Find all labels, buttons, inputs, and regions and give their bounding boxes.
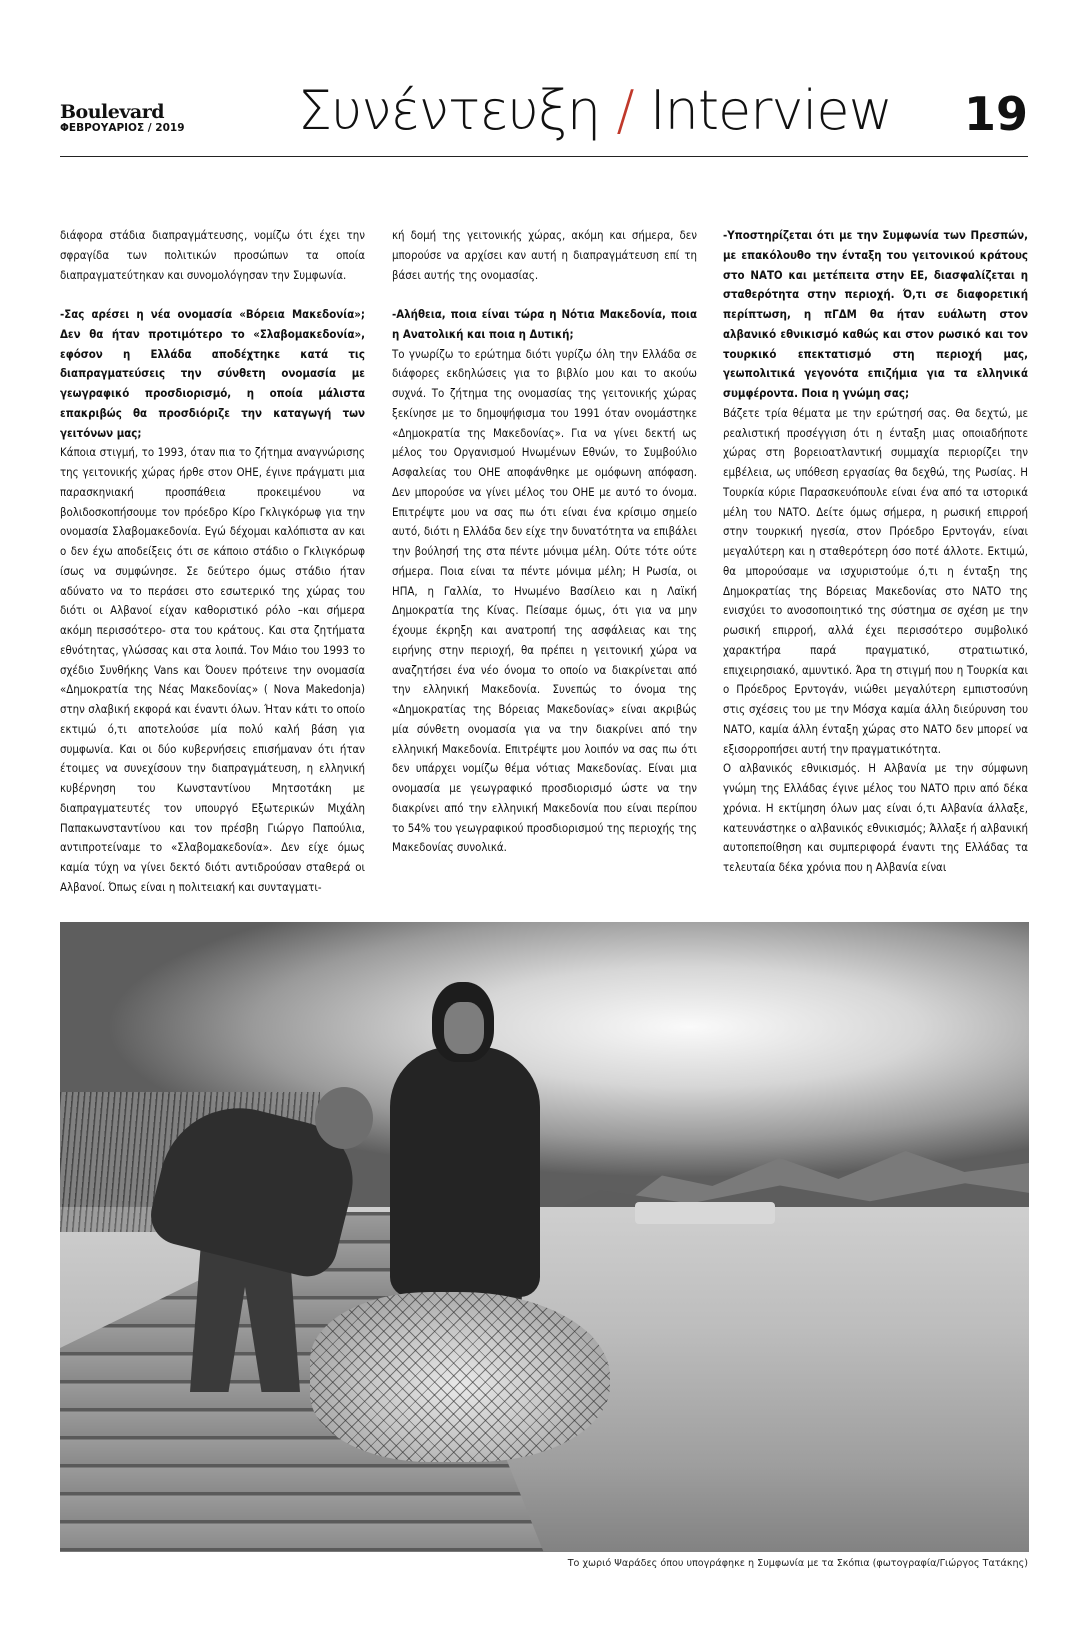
photo-distant-boat (635, 1202, 775, 1224)
header-divider (60, 156, 1028, 157)
body-paragraph: Το γνωρίζω το ερώτημα διότι γυρίζω όλη την Ελλάδα σε διάφορες εκδηλώσεις για το βιβλίο μου και το ακούω συχνά. Το ζήτημα της ονομασίας της γειτονικής χώρας ξεκίνησε με το δημοψήφισμα του 1991 όταν ονομάστηκε «Δημοκρατία της Μακεδονίας». Για να γίνει δεκτή ως μέλος του Οργανισμού Ηνωμένων Εθνών, το Συμβούλιο Ασφαλείας του ΟΗΕ αποφάνθηκε με ομόφωνη απόφαση. Δεν μπορούσε να γίνει μέλος του ΟΗΕ με αυτό το όνομα. Επιτρέψτε μου να σας πω ότι είναι ένα κρίσιμο σημείο αυτό, διότι η Ελλάδα δεν είχε την δυνατότητα να επιβάλει την βούλησή της στα πέντε μόνιμα μέλη. Ούτε τότε ούτε σήμερα. Ποια είναι τα πέντε μόνιμα μέλη; Η Ρωσία, οι ΗΠΑ, η Γαλλία, το Ηνωμένο Βασίλειο και η Λαϊκή Δημοκρατία της Κίνας. Πείσαμε όμως, ότι για να μην έχουμε έκρηξη και ανατροπή της ασφάλειας και της ειρήνης στην περιοχή, θα πρέπει η γειτονική χώρα να αναζητήσει ένα νέο όνομα το οποίο να διακρίνεται από την ελληνική Μακεδονία. Συνεπώς το όνομα της «Δημοκρατίας της Βόρειας Μακεδονίας» είναι ακριβώς μία σύνθετη ονομασία για να την διακρίνει από την ελληνική Μακεδονία. Επιτρέψτε μου λοιπόν να σας πω ότι δεν υπάρχει νομίζω θέμα νότιας Μακεδονίας. Είναι μια ονομασία με γεωγραφικό προσδιορισμό ώστε να την διακρίνει από την ελληνική Μακεδονία που είναι περίπου το 54% του γεωγραφικού προσδιορισμού της περιοχής της Μακεδονίας συνολικά. (392, 346, 697, 855)
photo-caption: Το χωριό Ψαράδες όπου υπογράφηκε η Συμφωνία με τα Σκόπια (φωτογραφία/Γιώργος Τατάκης) (567, 1558, 1028, 1569)
body-paragraph: κή δομή της γειτονικής χώρας, ακόμη και σήμερα, δεν μπορούσε να αρχίσει καν αυτή η διαπραγμάτευση επί τη βάσει αυτής της ονομασίας. (392, 228, 697, 282)
page-number: 19 (963, 87, 1028, 141)
photo-fisherman-2-face (444, 1002, 484, 1054)
interview-question: -Σας αρέσει η νέα ονομασία «Βόρεια Μακεδονία»; Δεν θα ήταν προτιμότερο το «Σλαβομακεδονία», εφόσον η Ελλάδα αποδέχτηκε κατά τις διαπραγματεύσεις την σύνθετη ονομασία με γεωγραφικό προσδιορισμό, η οποία μάλιστα επακριβώς θα προσδιόριζε την καταγωγή των γειτόνων μας; (60, 307, 365, 440)
photo-fisherman-2-body (390, 1047, 540, 1297)
article-body (60, 226, 1028, 894)
section-separator: / (616, 79, 634, 142)
body-paragraph: Κάποια στιγμή, το 1993, όταν πια το ζήτημα αναγνώρισης της γειτονικής χώρας ήρθε στον ΟΗΕ, έγινε πράγματι μια παρασκηνιακή προσπάθεια προκειμένου να βολιδοσκοπήσουμε τον πρόεδρο Κίρο Γκλιγκόρωφ για την ονομασία Σλαβομακεδονία. Εγώ δέχομαι καλόπιστα αν και ο δεν έχω αποδείξεις ότι σε κάποιο στάδιο ο Γκλιγκόρωφ ίσως να συμφώνησε. Σε δεύτερο όμως στάδιο ήταν αδύνατο να το περάσει στο εσωτερικό της χώρας του διότι οι Αλβανοί είχαν καθοριστικό ρόλο –και σήμερα ακόμη περισσότερο- στα του κράτους. Και στα ζητήματα εθνότητας, γλώσσας και στα λοιπά. Τον Μάιο του 1993 το σχέδιο Συνθήκης Vans και Όουεν πρότεινε την ονομασία «Δημοκρατία της Νέας Μακεδονίας» ( Nova Makedonja) στην σλαβική εκφορά και έναντι όλων. Ήταν κάτι το οποίο εκτιμώ ό,τι αποτελούσε μία πολύ καλή βάση για συμφωνία. Και οι δύο κυβερνήσεις επισήμαναν ότι ήταν έτοιμες να συνεχίσουν την διαπραγμάτευση, η ελληνική κυβέρνηση του Κωνσταντίνου Μητσοτάκη με διαπραγματευτές τον υπουργό Εξωτερικών Μιχάλη Παπακωνσταντίνου και τον πρέσβη Γιώργο Παπούλια, αντιπροτείναμε το «Σλαβομακεδονία». Δεν είχε όμως καμία τύχη να γίνει δεκτό διότι αντιδρούσαν σταθερά οι Αλβανοί. Όπως είναι η πολιτειακή και συνταγματι- (60, 445, 365, 894)
interview-question: -Αλήθεια, ποια είναι τώρα η Νότια Μακεδονία, ποια η Ανατολική και ποια η Δυτική; (392, 307, 697, 341)
section-title-greek: Συνέντευξη (298, 79, 601, 142)
body-paragraph: Ο αλβανικός εθνικισμός. Η Αλβανία με την σύμφωνη γνώμη της Ελλάδας έγινε μέλος του ΝΑΤΟ πριν από δέκα χρόνια. Η εκτίμηση όλων μας είναι ό,τι Αλβανία άλλαξε, κατευνάστηκε ο αλβανικός εθνικισμός; Άλλαξε ή αλβανική αυτοπεποίθηση και συμπεριφορά έναντι της Ελλάδας τα τελευταία δέκα χρόνια που η Αλβανία είναι (723, 761, 1028, 874)
page-header (60, 70, 1028, 160)
article-photo (60, 922, 1029, 1552)
section-title-english: Interview (649, 79, 892, 142)
article-column-2 (392, 226, 697, 858)
body-paragraph: διάφορα στάδια διαπραγμάτευσης, νομίζω ότι έχει την σφραγίδα των πολιτικών προσώπων τα οποία διαπραγματεύτηκαν και συνομολόγησαν την Συμφωνία. (60, 228, 365, 282)
brand-logo-text: Boulevard (60, 101, 164, 123)
photo-fishing-net (310, 1292, 610, 1462)
body-paragraph: Βάζετε τρία θέματα με την ερώτησή σας. Θα δεχτώ, με ρεαλιστική προσέγγιση ότι η ένταξη μιας οποιαδήποτε χώρας στη βορειοατλαντική συμμαχία περιορίζει την εμβέλεια, ως υπόθεση εργασίας θα δεχθώ, της Ρωσίας. Η Τουρκία κύριε Παρασκευόπουλε είναι ένα από τα ιστορικά μέλη του ΝΑΤΟ. Δείτε όμως σήμερα, η ρωσική επιρροή στην τουρκική ηγεσία, στον Πρόεδρο Ερντογάν, είναι μεγαλύτερη και η σταθερότερη όσο ποτέ άλλοτε. Εκτιμώ, θα μπορούσαμε να ισχυριστούμε ό,τι η ένταξη της Δημοκρατίας της Βόρειας Μακεδονίας στο ΝΑΤΟ της ενισχύει το ανοσοποιητικό της σύστημα σε σχέση με την ρωσική επιρροή, αλλά έχει περισσότερο συμβολικό χαρακτήρα παρά πραγματικό, στρατιωτικό, επιχειρησιακό, αμυντικό. Άρα τη στιγμή που η Τουρκία και ο Πρόεδρος Ερντογάν, νιώθει μεγαλύτερη εμπιστοσύνη στις σχέσεις του με την Μόσχα καμία άλλη διεύρυνση του ΝΑΤΟ, καμία άλλη ένταξη χώρας στο ΝΑΤΟ δεν μπορεί να εξισορροπήσει αυτή την πραγματικότητα. (723, 405, 1028, 756)
section-title (298, 76, 892, 146)
interview-question: -Υποστηρίζεται ότι με την Συμφωνία των Πρεσπών, με επακόλουθο την ένταξη του γειτονικού κράτους στο ΝΑΤΟ και μετέπειτα στην ΕΕ, διασφαλίζεται η σταθερότητα στην περιοχή. Ό,τι σε διαφορετική περίπτωση, η πΓΔΜ θα ήταν ευάλωτη στον αλβανικό εθνικισμό καθώς και στον ρωσικό και τον τουρκικό επεκτατισμό στη περιοχή μας, γεωπολιτικά γεγονότα επιζήμια για τα ελληνικά συμφέροντα. Ποια η γνώμη σας; (723, 228, 1028, 400)
issue-date: ΦΕΒΡΟΥΑΡΙΟΣ / 2019 (60, 122, 185, 134)
photo-fisherman-1-head (315, 1087, 373, 1149)
article-column-1 (60, 226, 365, 898)
article-column-3 (723, 226, 1028, 878)
brand-block (60, 102, 185, 135)
